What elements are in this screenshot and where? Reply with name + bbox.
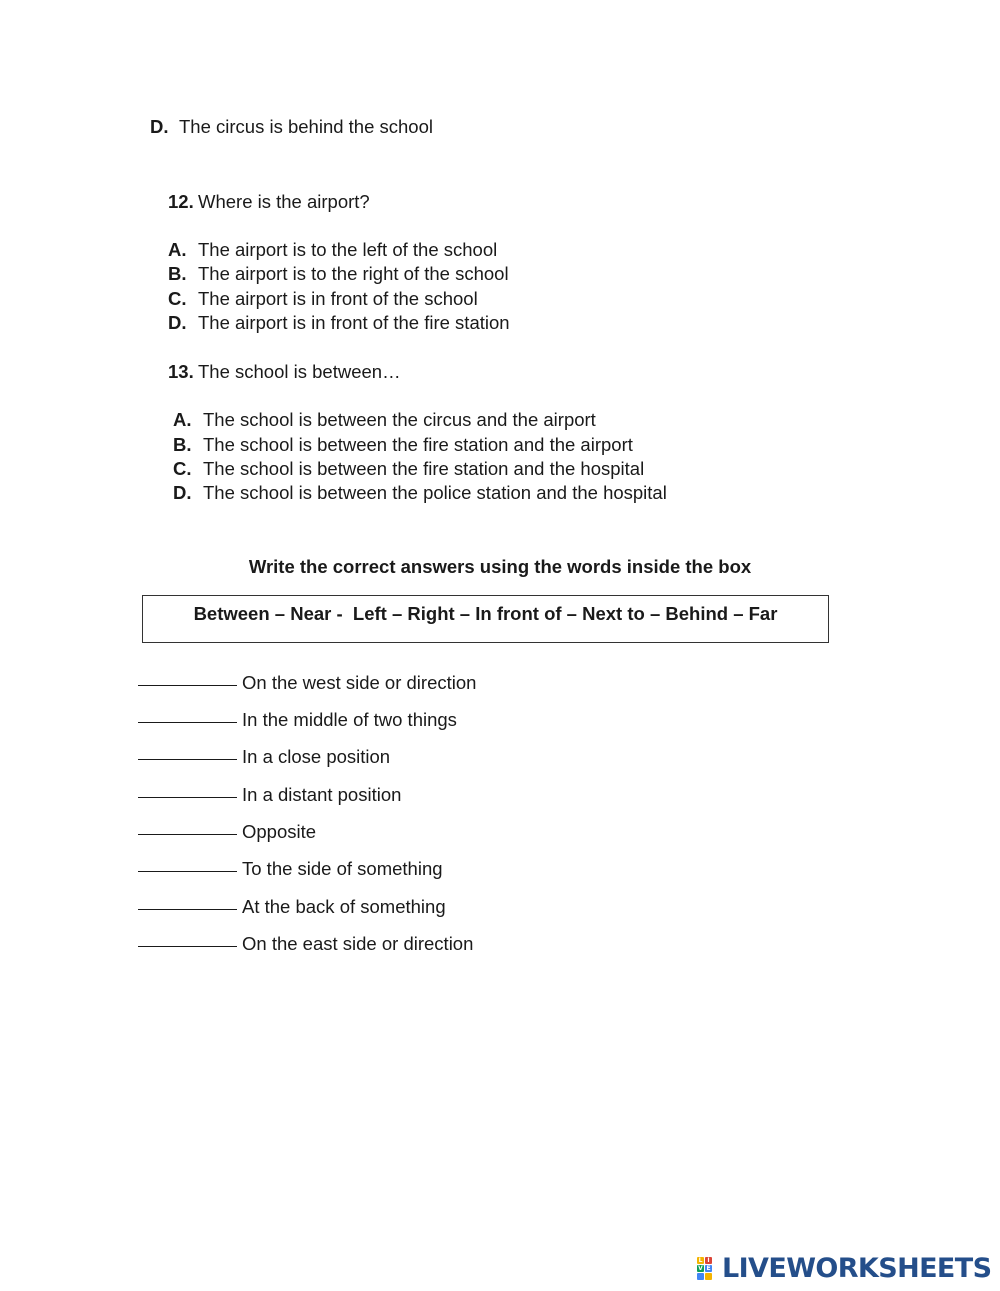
prev-option-d — [150, 116, 433, 138]
answer-blank[interactable] — [138, 852, 237, 872]
answer-blank[interactable] — [138, 740, 237, 760]
logo-block-extra — [705, 1273, 712, 1280]
option-text: The school is between the police station and the hospital — [203, 482, 667, 503]
logo-blocks-icon — [697, 1257, 721, 1283]
option-letter: B. — [168, 263, 187, 284]
question-number: 12. — [168, 191, 194, 212]
option-letter: D. — [150, 116, 169, 137]
logo-block-extra — [697, 1273, 704, 1280]
fill-item — [138, 893, 446, 918]
option-letter: D. — [173, 482, 192, 503]
q12-option-d[interactable] — [168, 312, 510, 334]
item-text: In a close position — [242, 746, 391, 767]
question-12 — [168, 191, 370, 213]
item-text: In a distant position — [242, 784, 402, 805]
q13-option-a[interactable] — [173, 409, 596, 431]
logo-block-e: E — [706, 1265, 711, 1272]
answer-blank[interactable] — [138, 815, 237, 835]
word-box-text: Between – Near - Left – Right – In front of – Next to – Behind – Far — [193, 603, 778, 624]
exercise-instruction: Write the correct answers using the words inside the box — [248, 556, 752, 577]
answer-blank[interactable] — [138, 890, 237, 910]
logo-block-l: L — [698, 1257, 703, 1264]
option-text: The school is between the fire station and the airport — [203, 434, 633, 455]
liveworksheets-logo — [697, 1253, 993, 1286]
option-letter: D. — [168, 312, 187, 333]
fill-item — [138, 930, 473, 955]
item-text: In the middle of two things — [242, 709, 457, 730]
item-text: Opposite — [242, 821, 317, 842]
word-box — [142, 595, 829, 643]
option-text: The circus is behind the school — [179, 116, 433, 137]
option-letter: C. — [168, 288, 187, 309]
q12-option-a[interactable] — [168, 239, 497, 261]
item-text: On the west side or direction — [242, 672, 477, 693]
fill-item — [138, 743, 390, 768]
option-text: The airport is to the right of the school — [198, 263, 509, 284]
answer-blank[interactable] — [138, 666, 237, 686]
item-text: On the east side or direction — [242, 933, 474, 954]
question-number: 13. — [168, 361, 194, 382]
q13-option-c[interactable] — [173, 458, 644, 480]
logo-text: LIVEWORKSHEETS — [722, 1253, 992, 1284]
fill-item — [138, 855, 443, 880]
option-letter: A. — [168, 239, 187, 260]
answer-blank[interactable] — [138, 778, 237, 798]
option-text: The school is between the circus and the airport — [203, 409, 596, 430]
q13-option-d[interactable] — [173, 482, 667, 504]
option-letter: B. — [173, 434, 192, 455]
q12-option-c[interactable] — [168, 288, 478, 310]
option-text: The airport is to the left of the school — [198, 239, 498, 260]
question-text: Where is the airport? — [198, 191, 370, 212]
answer-blank[interactable] — [138, 927, 237, 947]
logo-block-v: V — [698, 1265, 703, 1272]
fill-item — [138, 706, 457, 731]
option-text: The airport is in front of the fire station — [198, 312, 510, 333]
item-text: At the back of something — [242, 896, 446, 917]
item-text: To the side of something — [242, 858, 443, 879]
option-letter: C. — [173, 458, 192, 479]
question-text: The school is between… — [198, 361, 401, 382]
logo-block-i: I — [705, 1257, 712, 1264]
fill-item — [138, 781, 401, 806]
option-text: The airport is in front of the school — [198, 288, 478, 309]
q13-option-b[interactable] — [173, 434, 633, 456]
option-letter: A. — [173, 409, 192, 430]
fill-item — [138, 818, 316, 843]
q12-option-b[interactable] — [168, 263, 509, 285]
question-13 — [168, 361, 401, 383]
option-text: The school is between the fire station and the hospital — [203, 458, 645, 479]
answer-blank[interactable] — [138, 703, 237, 723]
fill-item — [138, 669, 476, 694]
